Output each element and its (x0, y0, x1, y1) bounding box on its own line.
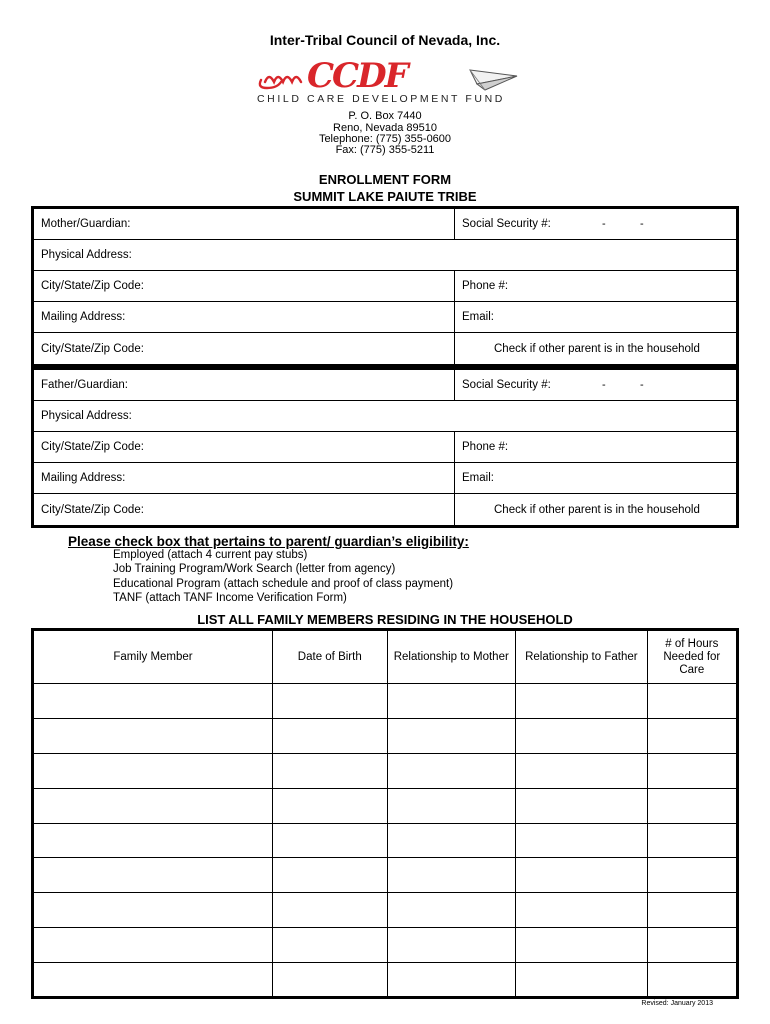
table-cell[interactable] (647, 753, 737, 788)
mother-other-parent-check[interactable] (454, 333, 736, 364)
table-cell[interactable] (516, 684, 648, 719)
table-cell[interactable] (273, 718, 387, 753)
table-cell[interactable] (33, 788, 273, 823)
table-header-row (33, 630, 738, 684)
table-row (33, 823, 738, 858)
table-cell[interactable] (647, 718, 737, 753)
mother-phone-field[interactable]: Phone #: (454, 271, 736, 301)
mother-physical-address-field[interactable]: Physical Address: (41, 249, 132, 261)
eligibility-option-label: Educational Program (attach schedule and proof of class payment) (113, 577, 454, 590)
father-ssn-field[interactable] (454, 370, 736, 400)
table-cell[interactable] (516, 823, 648, 858)
mother-email-field[interactable]: Email: (454, 302, 736, 332)
eligibility-option-label: TANF (attach TANF Income Verification Form) (113, 591, 347, 604)
table-cell[interactable] (273, 684, 387, 719)
mother-row-mailing (34, 302, 736, 333)
father-phone-field[interactable]: Phone #: (454, 432, 736, 462)
table-cell[interactable] (516, 788, 648, 823)
table-cell[interactable] (387, 718, 516, 753)
ssn-dash: - (640, 379, 644, 391)
father-other-parent-check[interactable] (454, 494, 736, 525)
table-cell[interactable] (273, 963, 387, 998)
table-row (33, 753, 738, 788)
address-telephone: Telephone: (775) 355-0600 (318, 133, 452, 145)
address-city: Reno, Nevada 89510 (333, 122, 437, 134)
father-mailing-city-field[interactable]: City/State/Zip Code: (41, 503, 144, 516)
other-parent-label: Check if other parent is in the household (494, 342, 700, 355)
table-row (33, 963, 738, 998)
father-city-field[interactable]: City/State/Zip Code: (41, 441, 144, 453)
table-cell[interactable] (516, 718, 648, 753)
table-cell[interactable] (387, 823, 516, 858)
father-mailing-address-field[interactable]: Mailing Address: (41, 472, 126, 484)
logo-lettering: CCDF (307, 56, 407, 96)
table-cell[interactable] (387, 788, 516, 823)
mother-row-physical (34, 240, 736, 271)
revision-date: Revised: January 2013 (641, 1000, 713, 1007)
eligibility-heading: Please check box that pertains to parent/ guardian’s eligibility: (68, 534, 469, 549)
table-cell[interactable] (647, 684, 737, 719)
table-cell[interactable] (33, 753, 273, 788)
father-guardian-section (31, 367, 739, 528)
ssn-dash: - (602, 218, 606, 230)
table-cell[interactable] (33, 963, 273, 998)
organization-name: Inter-Tribal Council of Nevada, Inc. (269, 32, 501, 48)
mother-mailing-city-field[interactable]: City/State/Zip Code: (41, 342, 144, 355)
ssn-dash: - (602, 379, 606, 391)
col-hours-needed: # of Hours Needed for Care (647, 630, 737, 684)
table-cell[interactable] (647, 858, 737, 893)
table-cell[interactable] (647, 963, 737, 998)
table-cell[interactable] (387, 753, 516, 788)
mother-city-field[interactable]: City/State/Zip Code: (41, 280, 144, 292)
table-row (33, 858, 738, 893)
mother-ssn-field[interactable] (454, 209, 736, 239)
table-cell[interactable] (273, 858, 387, 893)
table-row (33, 893, 738, 928)
table-cell[interactable] (516, 753, 648, 788)
table-cell[interactable] (33, 928, 273, 963)
family-members-heading: LIST ALL FAMILY MEMBERS RESIDING IN THE HOUSEHOLD (197, 612, 573, 627)
table-cell[interactable] (33, 858, 273, 893)
eligibility-list (90, 548, 453, 605)
mother-row-city2 (34, 333, 736, 364)
table-cell[interactable] (273, 928, 387, 963)
table-cell[interactable] (33, 893, 273, 928)
mother-row-city (34, 271, 736, 302)
table-row (33, 684, 738, 719)
other-parent-label: Check if other parent is in the household (494, 503, 700, 516)
table-row (33, 788, 738, 823)
table-cell[interactable] (516, 858, 648, 893)
table-cell[interactable] (647, 893, 737, 928)
table-cell[interactable] (273, 893, 387, 928)
address-po-box: P. O. Box 7440 (348, 110, 422, 122)
mother-guardian-field[interactable]: Mother/Guardian: (41, 218, 131, 230)
form-title: ENROLLMENT FORM (318, 172, 452, 187)
table-cell[interactable] (387, 858, 516, 893)
logo-tagline: CHILD CARE DEVELOPMENT FUND (257, 93, 505, 105)
table-cell[interactable] (273, 788, 387, 823)
mother-guardian-section (31, 206, 739, 367)
father-row-mailing (34, 463, 736, 494)
table-cell[interactable] (647, 928, 737, 963)
table-cell[interactable] (647, 788, 737, 823)
father-row-name (34, 370, 736, 401)
father-ssn-label: Social Security #: (462, 379, 551, 391)
mother-row-name (34, 209, 736, 240)
father-row-city2 (34, 494, 736, 525)
table-cell[interactable] (387, 893, 516, 928)
table-cell[interactable] (516, 963, 648, 998)
ssn-dash: - (640, 218, 644, 230)
eligibility-option-employed[interactable] (90, 548, 453, 562)
father-email-field[interactable]: Email: (454, 463, 736, 493)
table-cell[interactable] (387, 963, 516, 998)
table-row (33, 718, 738, 753)
father-row-city (34, 432, 736, 463)
paper-airplane-icon (470, 70, 517, 90)
address-fax: Fax: (775) 355-5211 (335, 144, 435, 156)
col-relationship-mother: Relationship to Mother (387, 630, 516, 684)
table-cell[interactable] (273, 753, 387, 788)
table-cell[interactable] (33, 823, 273, 858)
eligibility-option-job-training[interactable] (90, 562, 453, 576)
eligibility-option-educational[interactable] (90, 577, 453, 591)
table-cell[interactable] (387, 928, 516, 963)
col-family-member: Family Member (33, 630, 273, 684)
table-cell[interactable] (647, 823, 737, 858)
family-members-table (31, 628, 739, 999)
table-cell[interactable] (387, 684, 516, 719)
table-cell[interactable] (516, 893, 648, 928)
table-cell[interactable] (33, 684, 273, 719)
table-row (33, 928, 738, 963)
table-cell[interactable] (33, 718, 273, 753)
table-cell[interactable] (273, 823, 387, 858)
tribe-name: SUMMIT LAKE PAIUTE TRIBE (293, 189, 477, 204)
mother-ssn-label: Social Security #: (462, 218, 551, 230)
father-physical-address-field[interactable]: Physical Address: (41, 410, 132, 422)
eligibility-option-label: Job Training Program/Work Search (letter from agency) (113, 563, 396, 576)
eligibility-option-label: Employed (attach 4 current pay stubs) (113, 549, 308, 561)
table-cell[interactable] (516, 928, 648, 963)
mother-mailing-address-field[interactable]: Mailing Address: (41, 311, 126, 323)
eligibility-option-tanf[interactable] (90, 591, 453, 605)
col-relationship-father: Relationship to Father (516, 630, 648, 684)
father-guardian-field[interactable]: Father/Guardian: (41, 379, 128, 391)
father-row-physical (34, 401, 736, 432)
col-date-of-birth: Date of Birth (273, 630, 387, 684)
